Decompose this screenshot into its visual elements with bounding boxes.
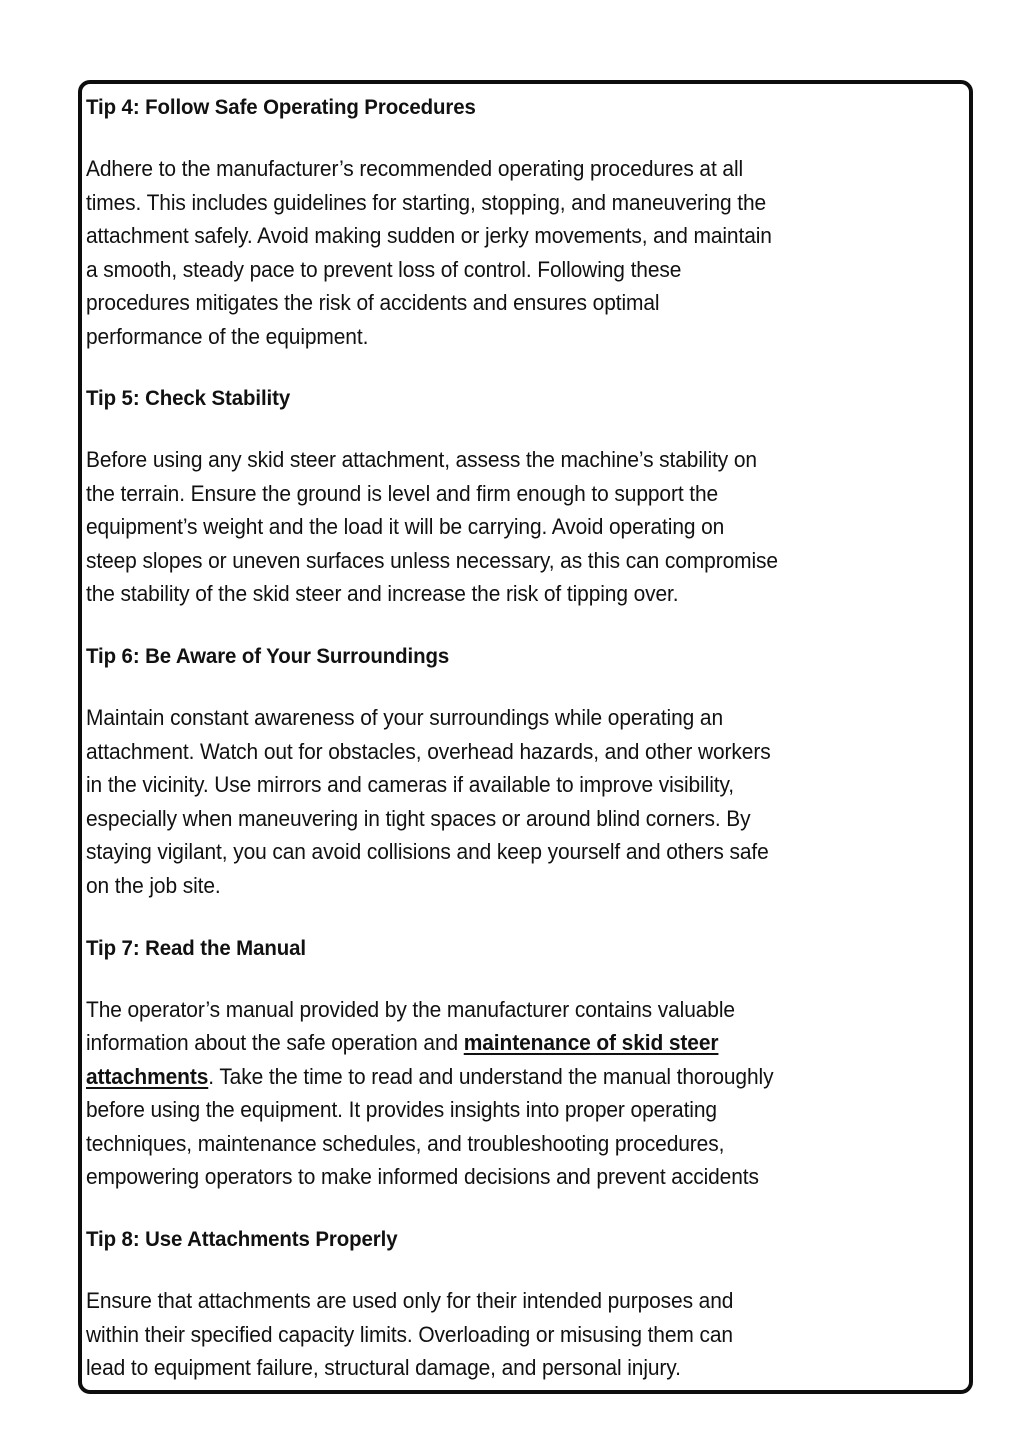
maintenance-attachments-link[interactable]: maintenance of skid steer	[463, 1030, 719, 1055]
tip-4-text-line: a smooth, steady pace to prevent loss of control. Following these	[86, 257, 682, 282]
tip-5-text-line: equipment’s weight and the load it will be carrying. Avoid operating on	[86, 514, 725, 539]
tip-7-text-fragment: information about the safe operation and	[86, 1030, 464, 1055]
tip-5-heading: Tip 5: Check Stability	[86, 386, 291, 410]
tip-6-text-line: in the vicinity. Use mirrors and cameras if available to improve visibility,	[86, 772, 735, 797]
tip-8-heading: Tip 8: Use Attachments Properly	[86, 1227, 398, 1251]
tip-6-heading: Tip 6: Be Aware of Your Surroundings	[86, 644, 450, 668]
tip-7-heading: Tip 7: Read the Manual	[86, 936, 306, 960]
tip-8-text-line: lead to equipment failure, structural damage, and personal injury.	[86, 1355, 681, 1380]
tip-4-text-line: attachment safely. Avoid making sudden or jerky movements, and maintain	[86, 223, 772, 248]
tip-5-text-line: steep slopes or uneven surfaces unless necessary, as this can compromise	[86, 548, 778, 573]
tip-6-text-line: on the job site.	[86, 873, 221, 898]
tip-5-text-line: the terrain. Ensure the ground is level and firm enough to support the	[86, 481, 719, 506]
tip-6-text-line: especially when maneuvering in tight spaces or around blind corners. By	[86, 806, 751, 831]
tip-4-text-line: performance of the equipment.	[86, 324, 369, 349]
tip-4-text-line: procedures mitigates the risk of accidents and ensures optimal	[86, 290, 660, 315]
tip-4-text-line: times. This includes guidelines for starting, stopping, and maneuvering the	[86, 190, 767, 215]
maintenance-attachments-link-continued[interactable]: attachments	[86, 1064, 209, 1089]
tip-7-text-line: empowering operators to make informed decisions and prevent accidents	[86, 1164, 759, 1189]
tip-4-text-line: Adhere to the manufacturer’s recommended operating procedures at all	[86, 156, 744, 181]
tip-7-text-line: before using the equipment. It provides insights into proper operating	[86, 1097, 717, 1122]
tip-5-text-line: Before using any skid steer attachment, assess the machine’s stability on	[86, 447, 757, 472]
tip-7-text-line: The operator’s manual provided by the manufacturer contains valuable	[86, 997, 735, 1022]
tip-8-text-line: Ensure that attachments are used only for their intended purposes and	[86, 1288, 734, 1313]
tip-4-heading: Tip 4: Follow Safe Operating Procedures	[86, 95, 476, 119]
tip-7-text-line: techniques, maintenance schedules, and troubleshooting procedures,	[86, 1131, 725, 1156]
tip-7-text-line	[86, 1062, 773, 1092]
tip-7-text-fragment: . Take the time to read and understand the manual thoroughly	[208, 1064, 774, 1089]
tip-8-text-line: within their specified capacity limits. Overloading or misusing them can	[86, 1322, 733, 1347]
tip-6-text-line: Maintain constant awareness of your surroundings while operating an	[86, 705, 724, 730]
tip-5-text-line: the stability of the skid steer and increase the risk of tipping over.	[86, 581, 679, 606]
tip-6-text-line: staying vigilant, you can avoid collisions and keep yourself and others safe	[86, 839, 769, 864]
tip-6-text-line: attachment. Watch out for obstacles, overhead hazards, and other workers	[86, 739, 771, 764]
tip-7-text-line	[86, 1028, 718, 1058]
